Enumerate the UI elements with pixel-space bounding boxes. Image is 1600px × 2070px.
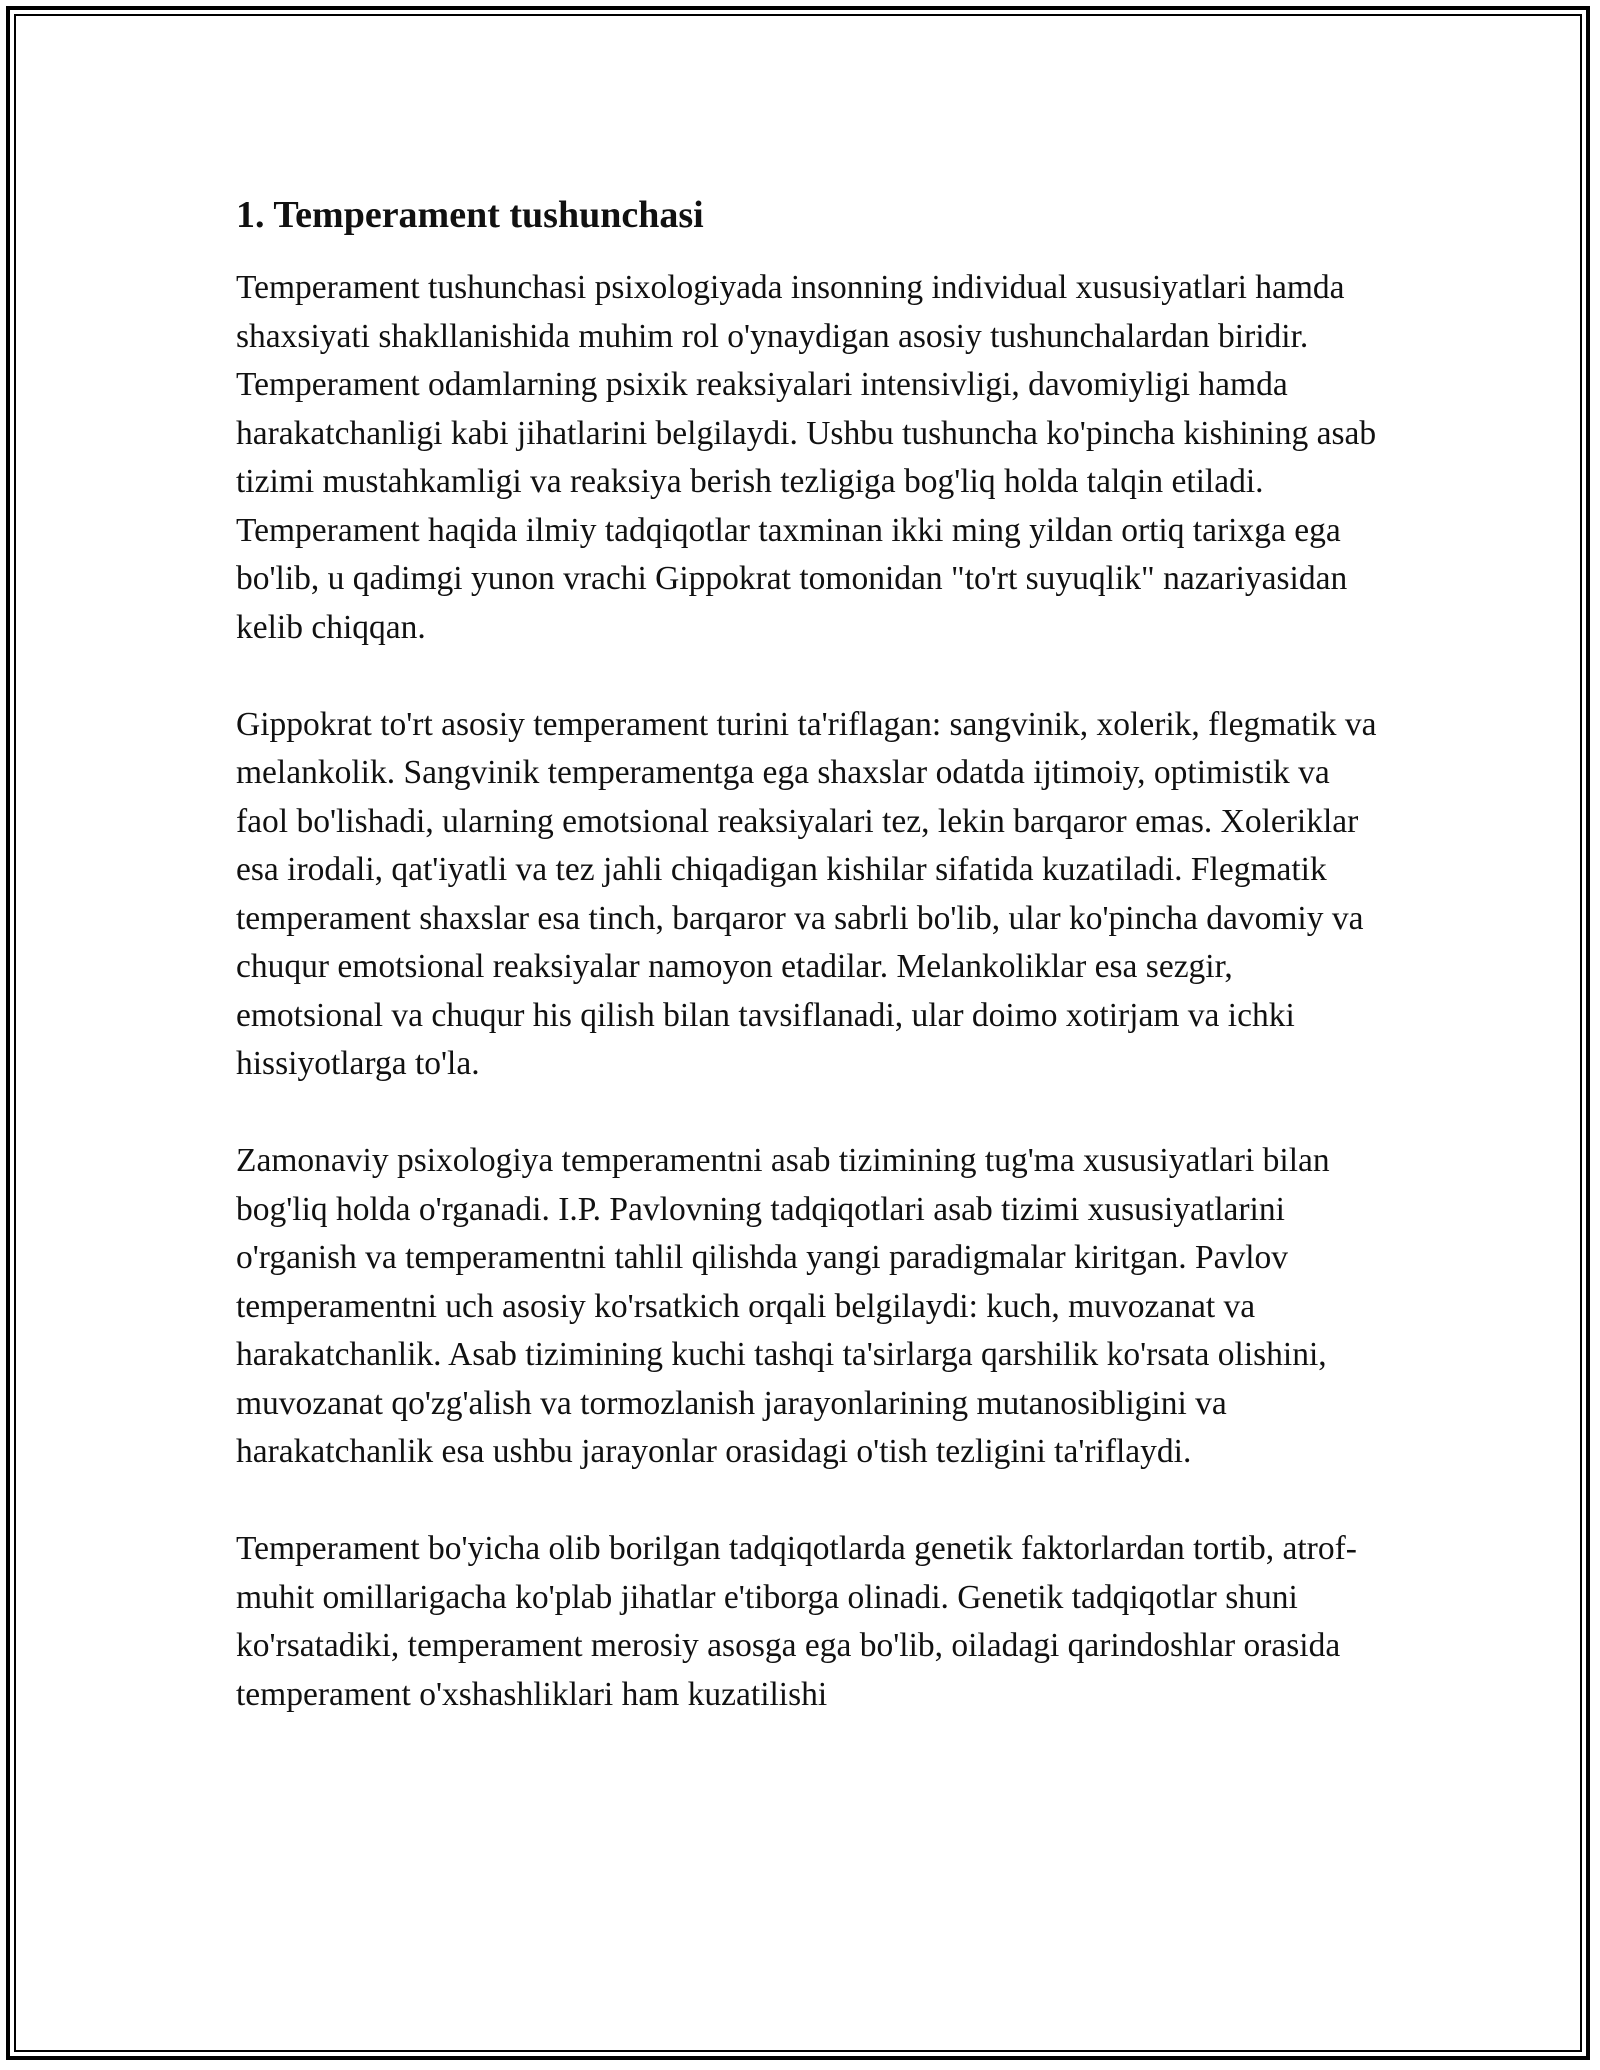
paragraph-intro: Temperament tushunchasi psixologiyada insonning individual xususiyatlari hamda shaxsiyati shakllanishida muhim rol o'ynaydigan asosiy tushunchalardan biridir. Temperament odamlarning psixik reaksiyalari intensivligi, davomiyligi hamda harakatchanligi kabi jihatlarini belgilaydi. Ushbu tushuncha ko'pincha kishining asab tizimi mustahkamligi va reaksiya berish tezligiga bog'liq holda talqin etiladi. Temperament haqida ilmiy tadqiqotlar taxminan ikki ming yildan ortiq tarixga ega bo'lib, u qadimgi yunon vrachi Gippokrat tomonidan "to'rt suyuqlik" nazariyasidan kelib chiqqan. <box>236 269 1377 646</box>
document-body <box>236 190 1386 1768</box>
paragraph-genetic-research: Temperament bo'yicha olib borilgan tadqiqotlarda genetik faktorlardan tortib, atrof-muhit omillarigacha ko'plab jihatlar e'tiborga olinadi. Genetik tadqiqotlar shuni ko'rsatadiki, temperament merosiy asosga ega bo'lib, oiladagi qarindoshlar orasida temperament o'xshashliklari ham kuzatilishi <box>236 1530 1357 1713</box>
paragraph-modern-psychology: Zamonaviy psixologiya temperamentni asab tizimining tug'ma xususiyatlari bilan bog'liq holda o'rganadi. I.P. Pavlovning tadqiqotlari asab tizimi xususiyatlarini o'rganish va temperamentni tahlil qilishda yangi paradigmalar kiritgan. Pavlov temperamentni uch asosiy ko'rsatkich orqali belgilaydi: kuch, muvozanat va harakatchanlik. Asab tizimining kuchi tashqi ta'sirlarga qarshilik ko'rsata olishini, muvozanat qo'zg'alish va tormozlanish jarayonlarining mutanosibligini va harakatchanlik esa ushbu jarayonlar orasidagi o'tish tezligini ta'riflaydi. <box>236 1142 1330 1470</box>
paragraph-hippocrates-types: Gippokrat to'rt asosiy temperament turini ta'riflagan: sangvinik, xolerik, flegmatik va melankolik. Sangvinik temperamentga ega shaxslar odatda ijtimoiy, optimistik va faol bo'lishadi, ularning emotsional reaksiyalari tez, lekin barqaror emas. Xoleriklar esa irodali, qat'iyatli va tez jahli chiqadigan kishilar sifatida kuzatiladi. Flegmatik temperament shaxslar esa tinch, barqaror va sabrli bo'lib, ular ko'pincha davomiy va chuqur emotsional reaksiyalar namoyon etadilar. Melankoliklar esa sezgir, emotsional va chuqur his qilish bilan tavsiflanadi, ular doimo xotirjam va ichki hissiyotlarga to'la. <box>236 705 1377 1082</box>
section-heading: 1. Temperament tushunchasi <box>236 194 704 236</box>
